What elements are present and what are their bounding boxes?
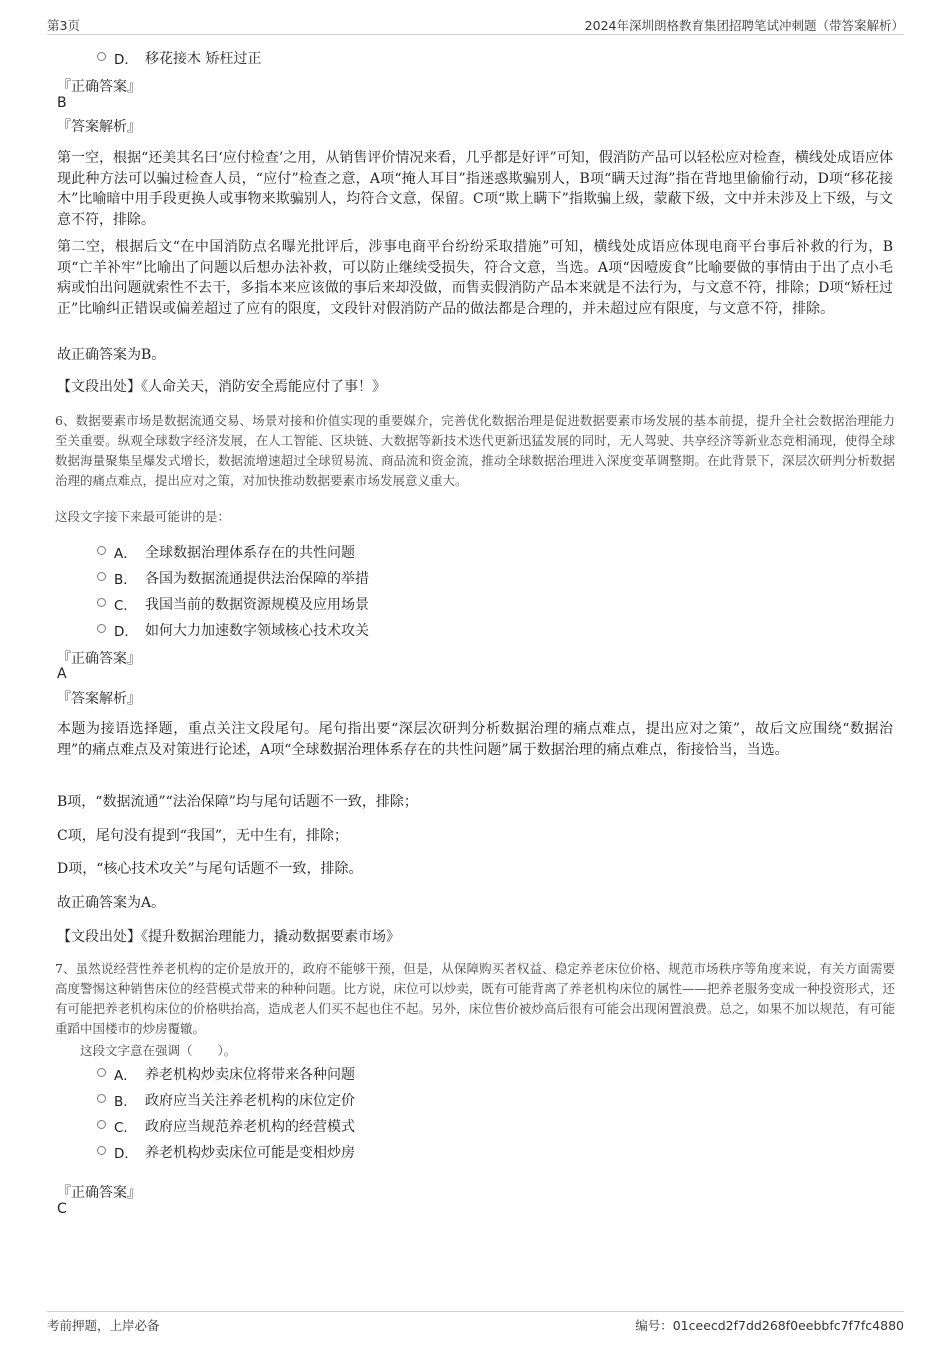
q5-answer: B — [57, 95, 67, 111]
q6-question: 这段文字接下来最可能讲的是： — [55, 509, 231, 524]
q6-source: 【文段出处】《提升数据治理能力，撬动数据要素市场》 — [57, 929, 400, 945]
q6-answer: A — [57, 666, 67, 682]
q5-analysis-para1: 第一空，根据“还美其名曰‘应付检查’之用，从销售评价情况来看，几乎都是好评”可知，假消防产品可以轻松应对检查，横线处成语应体现此种方法可以骗过检查人员，“应付”检查之意，A项“掩人耳目”指迷惑欺骗别人，B项“瞒天过海”指在背地里偷偷行动，D项“移花接木”比喻暗中用手段更换人或事物来欺骗别人，均符合文意，保留。C项“欺上瞒下”指欺骗上级，蒙蔽下级，文中并未涉及上下级，与文意不符，排除。 — [57, 150, 893, 228]
q6-analysis-para1: 本题为接语选择题，重点关注文段尾句。尾句指出要“深层次研判分析数据治理的痛点难点，提出应对之策”，故后文应围绕“数据治理”的痛点难点及对策进行论述，A项“全球数据治理体系存在的共性问题”属于数据治理的痛点难点，衔接恰当，当选。 — [57, 721, 893, 758]
q6-analysis-line-d: D项，“核心技术攻关”与尾句话题不一致，排除。 — [57, 861, 363, 877]
q5-answer-label: 『正确答案』 — [57, 79, 141, 95]
radio-icon[interactable] — [97, 1120, 106, 1129]
document-id: 编号：01ceecd2f7dd268f0eebbfc7f7fc4880 — [635, 1318, 904, 1333]
radio-icon[interactable] — [97, 572, 106, 581]
q5-source: 【文段出处】《人命关天，消防安全焉能应付了事！》 — [57, 379, 386, 395]
radio-icon[interactable] — [97, 546, 106, 555]
footer-slogan: 考前押题，上岸必备 — [47, 1318, 160, 1333]
q5-analysis-label: 『答案解析』 — [57, 119, 141, 135]
q6-conclusion: 故正确答案为A。 — [57, 895, 166, 911]
radio-icon[interactable] — [97, 624, 106, 633]
document-title: 2024年深圳朗格教育集团招聘笔试冲刺题（带答案解析） — [584, 18, 904, 33]
q6-analysis-label: 『答案解析』 — [57, 691, 141, 707]
page-number: 第3页 — [47, 18, 80, 33]
q7-answer: C — [57, 1201, 67, 1217]
q6-analysis-line-b: B项，“数据流通”“法治保障”均与尾句话题不一致，排除； — [57, 794, 418, 810]
page-header — [47, 14, 904, 35]
radio-icon[interactable] — [97, 1068, 106, 1077]
radio-icon[interactable] — [97, 1094, 106, 1103]
radio-icon[interactable] — [97, 598, 106, 607]
radio-icon[interactable] — [97, 1146, 106, 1155]
q6-stem: 6、数据要素市场是数据流通交易、场景对接和价值实现的重要媒介，完善优化数据治理是促进数据要素市场发展的基本前提，提升全社会数据治理能力至关重要。纵观全球数字经济发展，在人工智能、区块链、大数据等新技术迭代更新迅猛发展的同时，无人驾驶、共享经济等新业态竞相涌现，使得全球数据海量聚集呈爆发式增长，数据流增速超过全球贸易流、商品流和资金流，推动全球数据治理进入深度变革调整期。在此背景下，深层次研判分析数据治理的痛点难点，提出应对之策，对加快推动数据要素市场发展意义重大。 — [55, 413, 895, 488]
q6-answer-label: 『正确答案』 — [57, 651, 141, 667]
q7-question: 这段文字意在强调（ ）。 — [80, 1043, 237, 1058]
radio-icon[interactable] — [97, 52, 106, 61]
q5-analysis-para2: 第二空，根据后文“在中国消防点名曝光批评后，涉事电商平台纷纷采取措施”可知，横线处成语应体现电商平台事后补救的行为，B项“亡羊补牢”比喻出了问题以后想办法补救，可以防止继续受损失，符合文意，当选。A项“因噎废食”比喻要做的事情由于出了点小毛病或怕出问题就索性不去干，多指本来应该做的事后来却没做，而售卖假消防产品本来就是不法行为，与文意不符，排除；D项“矫枉过正”比喻纠正错误或偏差超过了应有的限度，文段针对假消防产品的做法都是合理的，并未超过应有限度，与文意不符，排除。 — [57, 239, 893, 317]
q7-answer-label: 『正确答案』 — [57, 1185, 141, 1201]
q7-stem: 7、虽然说经营性养老机构的定价是放开的，政府不能够干预，但是，从保障购买者权益、稳定养老床位价格、规范市场秩序等角度来说，有关方面需要高度警惕这种销售床位的经营模式带来的种种问题。比方说，床位可以炒卖，既有可能背离了养老机构床位的属性——把养老服务变成一种投资形式，还有可能把养老机构床位的价格哄抬高，造成老人们买不起也住不起。另外，床位售价被炒高后很有可能会出现闲置浪费。总之，如果不加以规范，有可能重蹈中国楼市的炒房覆辙。 — [55, 961, 895, 1036]
q6-analysis-line-c: C项，尾句没有提到“我国”，无中生有，排除； — [57, 828, 349, 844]
q5-conclusion: 故正确答案为B。 — [57, 347, 166, 363]
page-footer — [47, 1311, 904, 1334]
